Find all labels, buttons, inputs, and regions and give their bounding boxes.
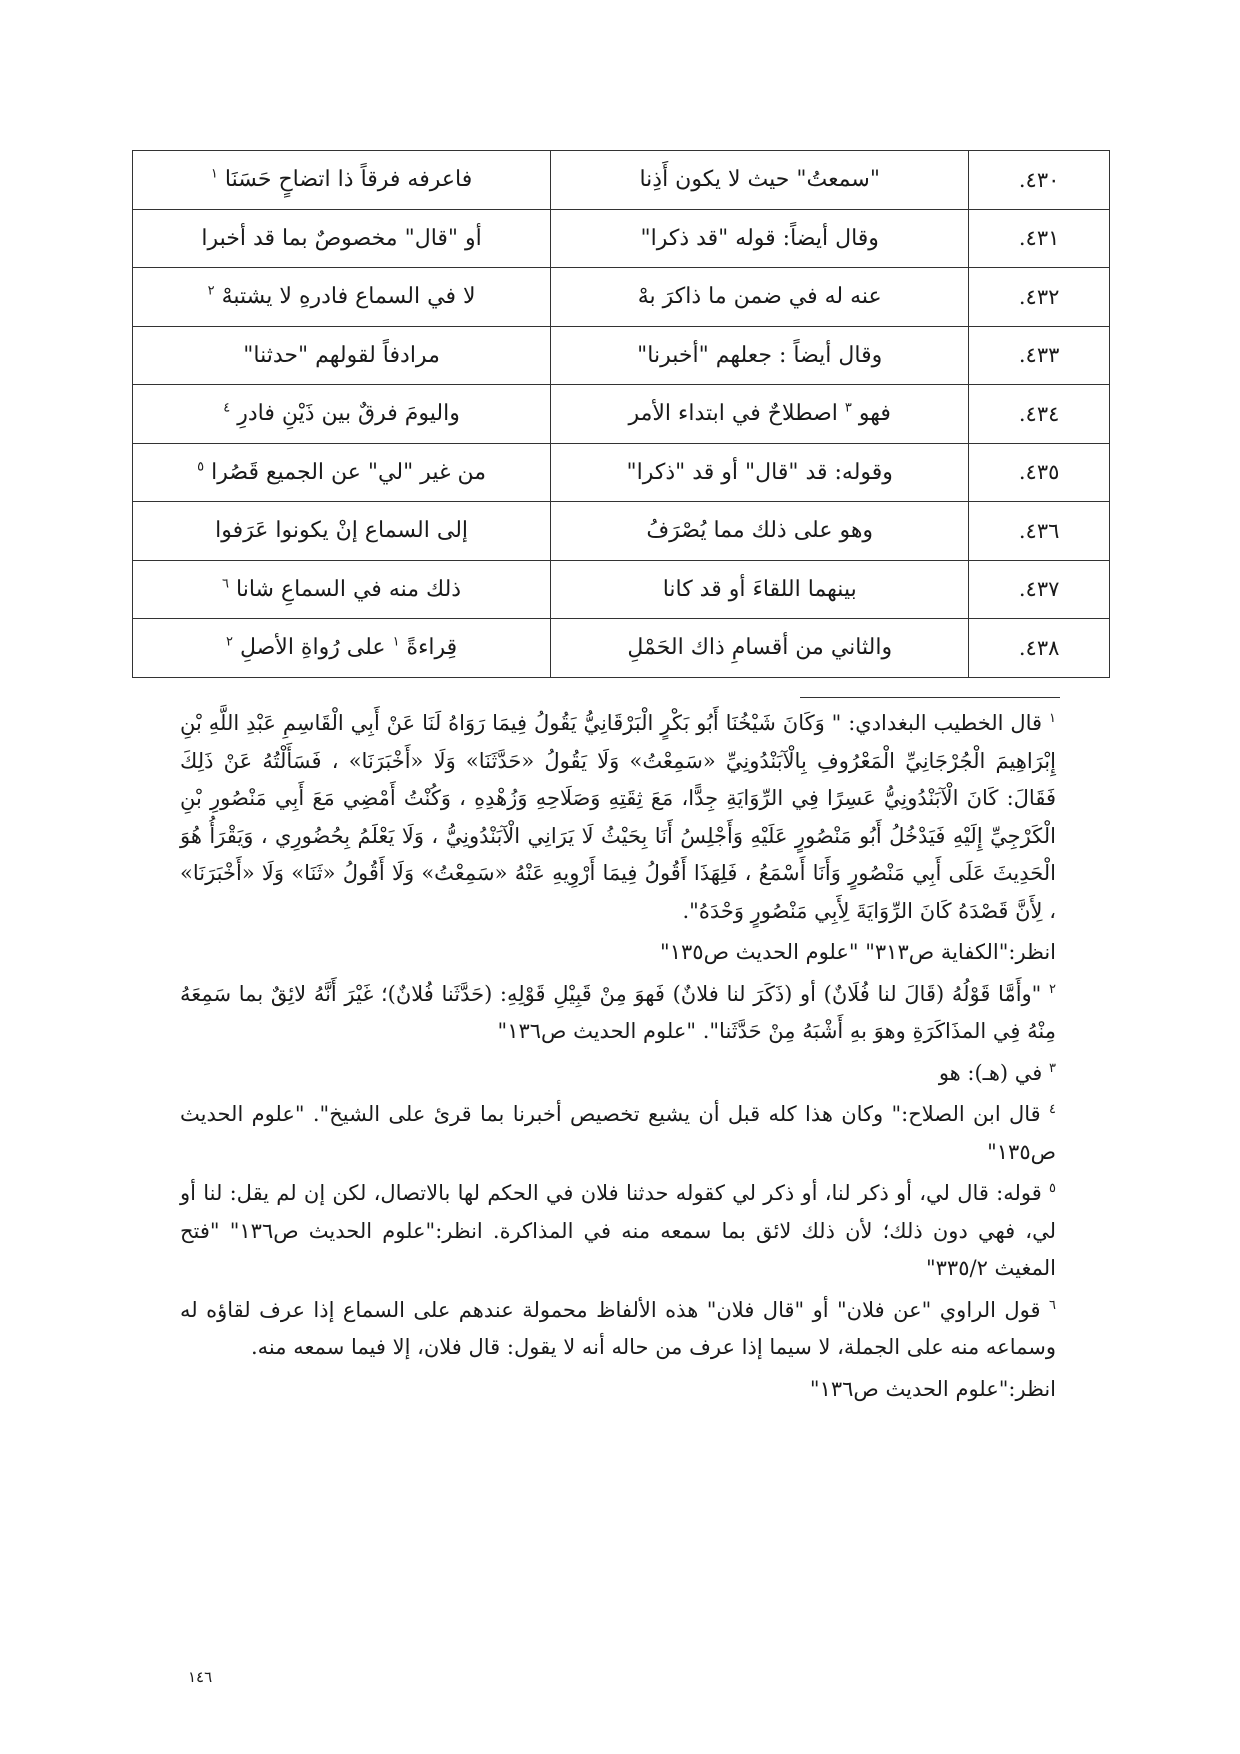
footnote-number: ٣ (1049, 1060, 1056, 1076)
hemistich-prefix: قِراءةً (406, 635, 458, 661)
hemistich-text: اصطلاحٌ في ابتداء الأمر (628, 401, 838, 427)
page-number: ١٤٦ (188, 1668, 213, 1686)
verse-number: ٤٣٤. (969, 385, 1110, 444)
verse-row (133, 619, 1110, 678)
verse-first-hemistich: وقال أيضاً: قوله "قد ذكرا" (551, 209, 969, 268)
footnote-marker: ٢ (225, 634, 233, 650)
verse-number: ٤٣٥. (969, 443, 1110, 502)
verse-first-hemistich: والثاني من أقسامِ ذاك الحَمْلِ (551, 619, 969, 678)
verse-second-hemistich (133, 151, 551, 210)
verse-second-hemistich (133, 560, 551, 619)
verse-number: ٤٣٧. (969, 560, 1110, 619)
verse-second-hemistich (133, 619, 551, 678)
verse-row (133, 268, 1110, 327)
verse-first-hemistich: بينهما اللقاءَ أو قد كانا (551, 560, 969, 619)
verse-row (133, 151, 1110, 210)
verse-row (133, 443, 1110, 502)
verse-number: ٤٣٢. (969, 268, 1110, 327)
footnote-source: انظر:"علوم الحديث ص١٣٦" (809, 1376, 1056, 1401)
verse-second-hemistich (133, 209, 551, 268)
footnote-text: "وأَمَّا قَوْلُهُ (قَالَ لنا فُلَانٌ) أو (ذَكَرَ لنا فلانٌ) فَهوَ مِنْ قَبِيْلِ قَوْلِهِ: (حَدَّثَنا فُلانٌ)؛ غَيْرَ أَنَّهُ لائِقٌ بما سَمِعَهُ مِنْهُ فِي المذَاكَرَةِ وهوَ بهِ أَشْبَهُ مِنْ حَدَّثَنا". "علوم الحديث ص١٣٦" (180, 981, 1056, 1043)
verse-row (133, 209, 1110, 268)
footnote-marker: ١ (392, 634, 400, 650)
verse-first-hemistich: وقوله: قد "قال" أو قد "ذكرا" (551, 443, 969, 502)
hemistich-text: واليومَ فرقٌ بين ذَيْنِ فادرِ (237, 401, 460, 427)
hemistich-text: إلى السماع إنْ يكونوا عَرَفوا (215, 518, 469, 544)
footnote-separator (800, 697, 1060, 698)
hemistich-text: فاعرفه فرقاً ذا اتضاحٍ حَسَنَا (224, 167, 473, 193)
verse-row (133, 560, 1110, 619)
verse-second-hemistich (133, 385, 551, 444)
verse-row (133, 502, 1110, 561)
footnote-number: ١ (1049, 711, 1056, 726)
hemistich-text: من غير "لي" عن الجميع قَصُرا (211, 459, 486, 485)
footnote-marker: ٤ (223, 400, 231, 416)
verse-second-hemistich (133, 443, 551, 502)
footnote-1 (180, 705, 1056, 930)
footnote-4 (180, 1096, 1056, 1171)
verse-number: ٤٣٨. (969, 619, 1110, 678)
verse-row (133, 326, 1110, 385)
footnote-marker: ٢ (207, 283, 215, 299)
footnote-source: انظر:"الكفاية ص٣١٣" "علوم الحديث ص١٣٥" (660, 940, 1056, 964)
hemistich-text: على رُواةِ الأصلِ (239, 635, 386, 661)
footnote-number: ٢ (1049, 981, 1056, 997)
verse-number: ٤٣٣. (969, 326, 1110, 385)
footnote-2 (180, 976, 1056, 1051)
footnote-marker: ٦ (222, 576, 230, 592)
verse-number: ٤٣٠. (969, 151, 1110, 210)
verse-first-hemistich: وهو على ذلك مما يُصْرَفُ (551, 502, 969, 561)
hemistich-text: لا في السماع فادرهِ لا يشتبهْ (221, 284, 476, 310)
footnote-number: ٤ (1049, 1102, 1056, 1117)
footnote-5 (180, 1175, 1056, 1288)
verse-second-hemistich (133, 268, 551, 327)
verse-row (133, 385, 1110, 444)
hemistich-text: أو "قال" مخصوصٌ بما قد أخبرا (201, 225, 482, 251)
verse-first-hemistich: وقال أيضاً : جعلهم "أخبرنا" (551, 326, 969, 385)
hemistich-prefix: فهو (858, 401, 891, 427)
footnote-marker: ٣ (844, 400, 852, 416)
footnote-text: قول الراوي "عن فلان" أو "قال فلان" هذه الألفاظ محمولة عندهم على السماع إذا عرف لقاؤه له وسماعه منه على الجملة، لا سيما إذا عرف من حاله أنه لا يقول: قال فلان، إلا فيما سمعه منه. (180, 1297, 1056, 1359)
verse-first-hemistich: "سمعتُ" حيث لا يكون أَذِنا (551, 151, 969, 210)
footnote-number: ٦ (1049, 1297, 1056, 1313)
verse-first-hemistich: عنه له في ضمن ما ذاكرَ بهْ (551, 268, 969, 327)
verse-first-hemistich (551, 385, 969, 444)
footnote-marker: ٥ (197, 459, 205, 475)
footnote-text: في (هـ): هو (938, 1060, 1043, 1085)
footnotes (180, 705, 1056, 1412)
footnote-number: ٥ (1049, 1181, 1056, 1196)
hemistich-text: مرادفاً لقولهم "حدثنا" (243, 342, 440, 368)
verse-number: ٤٣٦. (969, 502, 1110, 561)
footnote-text: قال الخطيب البغدادي: " وَكَانَ شَيْخُنَا أَبُو بَكْرٍ الْبَرْقَانِيُّ يَقُولُ فِيمَا رَوَاهُ لَنَا عَنْ أَبِي الْقَاسِمِ عَبْدِ اللَّهِ بْنِ إِبْرَاهِيمَ الْجُرْجَانِيِّ الْمَعْرُوفِ بِالْآبَنْدُونِيِّ «سَمِعْتُ» وَلَا يَقُولُ «حَدَّثَنَا» وَلَا «أَخْبَرَنَا» ، فَسَأَلْتُهُ عَنْ ذَلِكَ فَقَالَ: كَانَ الْآبَنْدُونِيُّ عَسِرًا فِي الرِّوَايَةِ جِدًّا، مَعَ ثِقَتِهِ وَصَلَاحِهِ وَزُهْدِهِ ، وَكُنْتُ أَمْضِي مَعَ أَبِي مَنْصُورِ بْنِ الْكَرْجِيِّ إِلَيْهِ فَيَدْخُلُ أَبُو مَنْصُورٍ عَلَيْهِ وَأَجْلِسُ أَنَا بِحَيْثُ لَا يَرَانِي الْآبَنْدُونِيُّ ، وَلَا يَعْلَمُ بِحُضُورِي ، وَيَقْرَأُ هُوَ الْحَدِيثَ عَلَى أَبِي مَنْصُورٍ وَأَنَا أَسْمَعُ ، فَلِهَذَا أَقُولُ فِيمَا أَرْوِيهِ عَنْهُ «سَمِعْتُ» وَلَا أَقُولُ «ثَنَا» وَلَا «أَخْبَرَنَا» ، لِأَنَّ قَصْدَهُ كَانَ الرِّوَايَةَ لِأَبِي مَنْصُورٍ وَحْدَهُ". (180, 711, 1056, 923)
verse-number: ٤٣١. (969, 209, 1110, 268)
footnote-3 (180, 1055, 1056, 1093)
footnote-text: قوله: قال لي، أو ذكر لنا، أو ذكر لي كقوله حدثنا فلان في الحكم لها بالاتصال، لكن إن لم يقل: لنا أو لي، فهي دون ذلك؛ لأن ذلك لائق بما سمعه منه في المذاكرة. انظر:"علوم الحديث ص١٣٦" "فتح المغيث ٣٣٥/٢" (180, 1181, 1056, 1280)
footnote-marker: ١ (210, 166, 218, 182)
footnote-text: قال ابن الصلاح:" وكان هذا كله قبل أن يشيع تخصيص أخبرنا بما قرئ على الشيخ". "علوم الحديث ص١٣٥" (180, 1102, 1056, 1164)
verse-table (132, 150, 1110, 678)
hemistich-text: ذلك منه في السماعِ شانا (236, 576, 462, 602)
verse-second-hemistich (133, 502, 551, 561)
footnote-6 (180, 1292, 1056, 1367)
verse-second-hemistich (133, 326, 551, 385)
